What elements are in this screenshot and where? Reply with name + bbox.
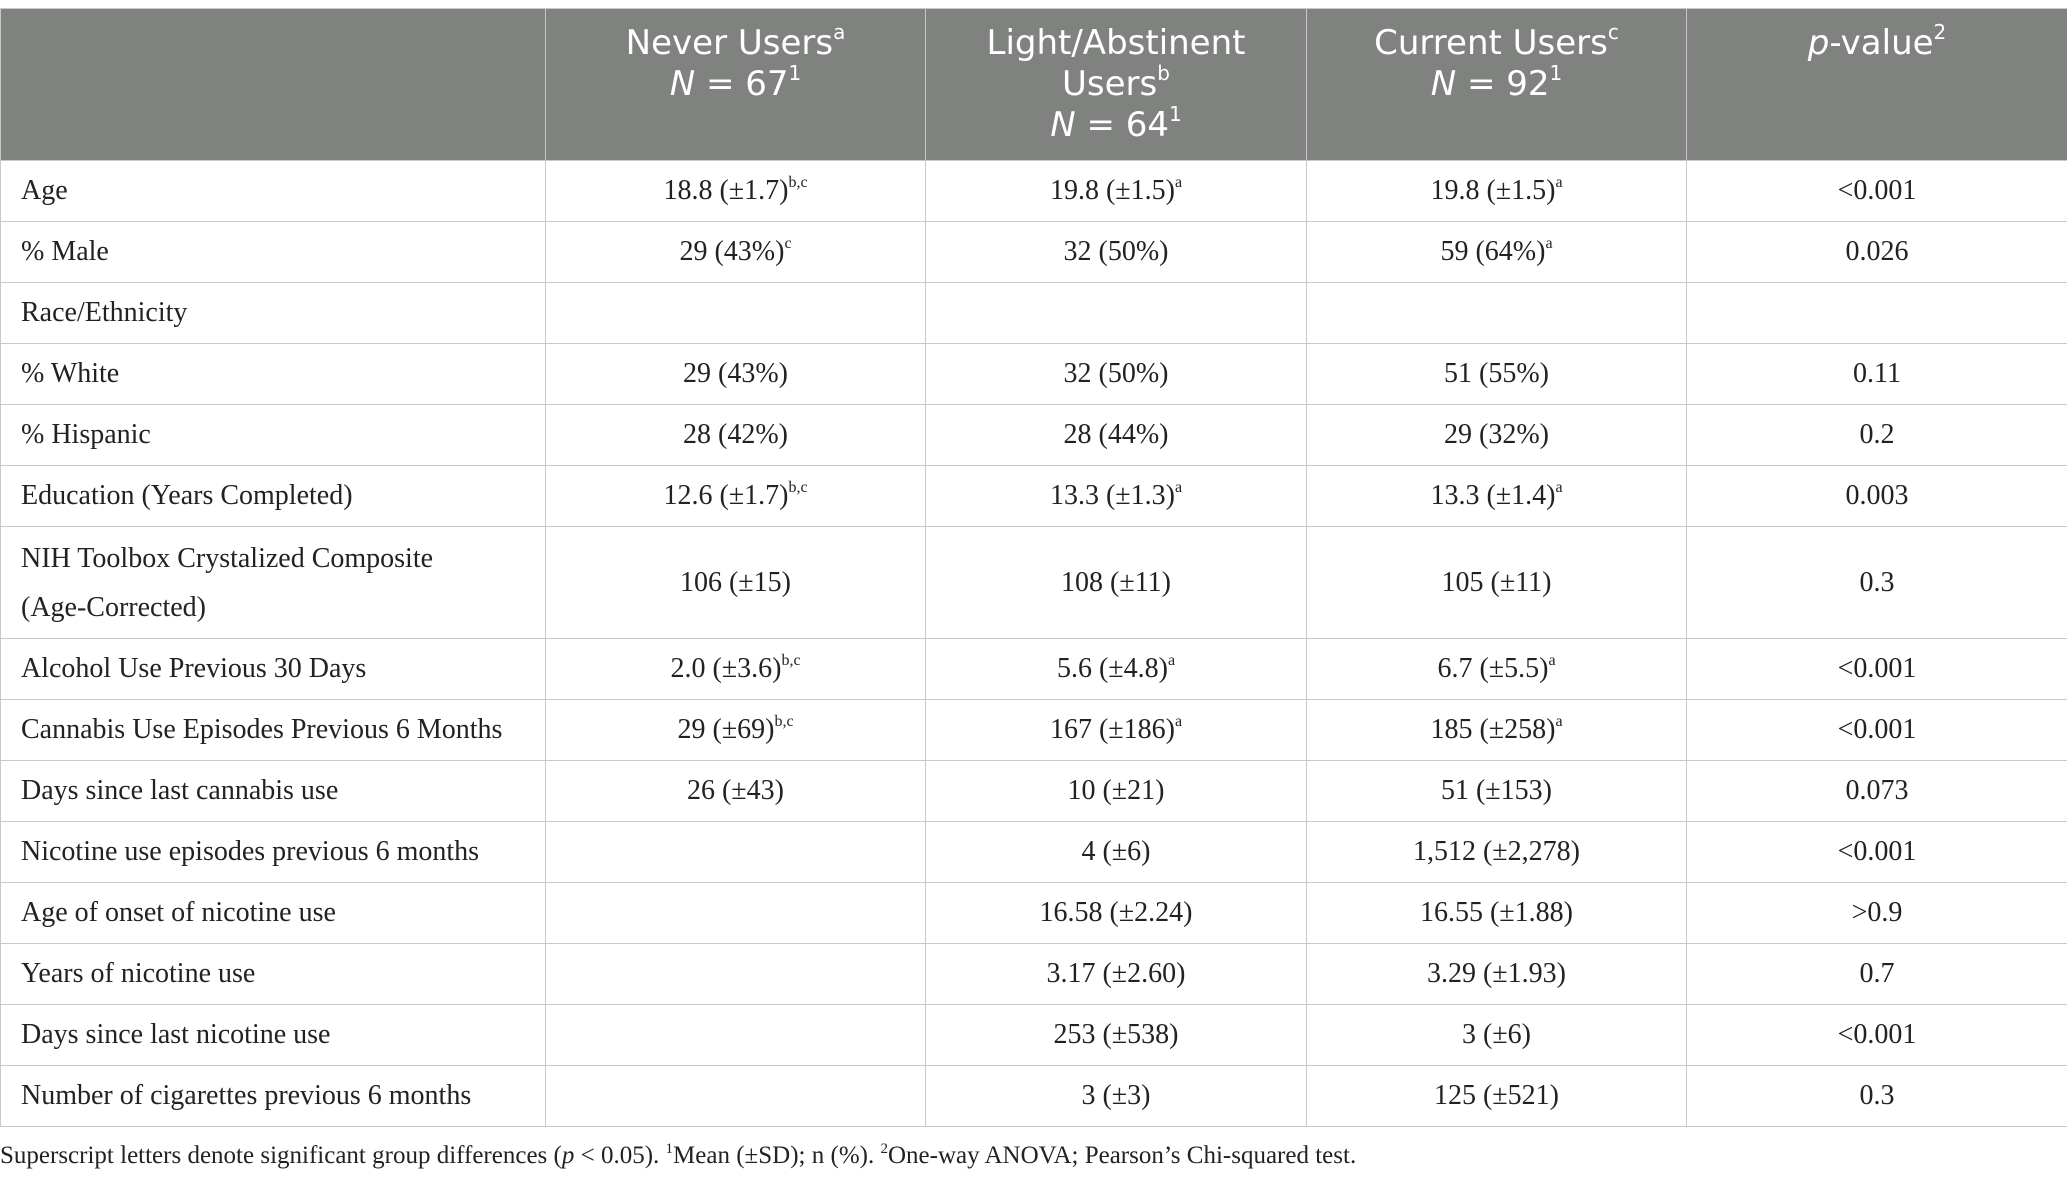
cell-value: 5.6 (±4.8)	[1056, 653, 1168, 684]
row-label: Nicotine use episodes previous 6 months	[1, 822, 546, 883]
current-users-cell	[1307, 822, 1687, 883]
p-value-cell	[1687, 161, 2067, 222]
p-value-cell	[1687, 527, 2067, 639]
light-users-cell	[926, 283, 1307, 344]
p-value-p: p	[1807, 23, 1830, 63]
light-users-cell	[926, 405, 1307, 466]
cell-value: 185 (±258)	[1430, 714, 1556, 745]
cell-value: 29 (±69)	[677, 714, 775, 745]
table-container	[0, 8, 2067, 1127]
current-users-n-value: = 92	[1456, 64, 1550, 104]
cell-value: 12.6 (±1.7)	[663, 480, 789, 511]
cell-value: 59 (64%)	[1440, 236, 1546, 267]
table-body	[1, 161, 2067, 1127]
never-users-label: Never Users	[625, 23, 834, 63]
cell-value: 28 (42%)	[683, 419, 788, 450]
cell-value: 125 (±521)	[1433, 1080, 1559, 1111]
light-users-cell	[926, 344, 1307, 405]
current-users-cell	[1307, 944, 1687, 1005]
cell-sup: a	[1167, 652, 1176, 669]
row-label: % Hispanic	[1, 405, 546, 466]
row-label: Years of nicotine use	[1, 944, 546, 1005]
row-label: % Male	[1, 222, 546, 283]
light-users-cell	[926, 700, 1307, 761]
never-users-cell	[546, 405, 926, 466]
cell-value: 1,512 (±2,278)	[1412, 836, 1580, 867]
never-users-cell	[546, 1066, 926, 1127]
cell-value: 0.7	[1859, 958, 1895, 989]
cell-value: 26 (±43)	[686, 775, 784, 806]
cell-value: 3.29 (±1.93)	[1426, 958, 1566, 989]
never-users-sup: a	[833, 20, 846, 44]
footnote-p: p	[561, 1142, 575, 1169]
cell-value: 253 (±538)	[1053, 1019, 1179, 1050]
cell-sup: b,c	[781, 652, 801, 669]
table-row	[1, 222, 2067, 283]
p-value-sup: 2	[1933, 20, 1947, 44]
header-light-abstinent-users	[926, 9, 1307, 161]
light-users-cell	[926, 466, 1307, 527]
never-users-cell	[546, 161, 926, 222]
row-label: Number of cigarettes previous 6 months	[1, 1066, 546, 1127]
never-users-cell	[546, 944, 926, 1005]
light-users-label-line2: Users	[1062, 64, 1158, 104]
table-row	[1, 1005, 2067, 1066]
cell-sup: a	[1174, 479, 1183, 496]
current-users-cell	[1307, 883, 1687, 944]
cell-value: <0.001	[1837, 714, 1917, 745]
table-row	[1, 761, 2067, 822]
table-row	[1, 944, 2067, 1005]
header-row	[1, 9, 2067, 161]
light-users-cell	[926, 639, 1307, 700]
never-users-cell	[546, 466, 926, 527]
cell-value: 32 (50%)	[1063, 358, 1169, 389]
cell-value: 51 (55%)	[1444, 358, 1549, 389]
current-users-cell	[1307, 1005, 1687, 1066]
never-users-n-sup: 1	[788, 61, 802, 85]
table-row	[1, 700, 2067, 761]
table-row	[1, 344, 2067, 405]
row-label: Age	[1, 161, 546, 222]
cell-value: <0.001	[1837, 1019, 1917, 1050]
never-users-cell	[546, 344, 926, 405]
current-users-cell	[1307, 405, 1687, 466]
cell-value: 0.3	[1859, 566, 1895, 598]
never-users-cell	[546, 283, 926, 344]
cell-sup: a	[1174, 174, 1183, 191]
header-never-users	[546, 9, 926, 161]
light-users-n-label: N	[1050, 105, 1076, 145]
current-users-cell	[1307, 1066, 1687, 1127]
current-users-cell	[1307, 466, 1687, 527]
demographics-table	[0, 8, 2067, 1127]
table-row	[1, 405, 2067, 466]
row-label: Education (Years Completed)	[1, 466, 546, 527]
row-label: Race/Ethnicity	[1, 283, 546, 344]
table-row	[1, 466, 2067, 527]
light-users-cell	[926, 161, 1307, 222]
cell-sup: a	[1174, 713, 1183, 730]
cell-sup: a	[1555, 479, 1563, 496]
table-row	[1, 527, 2067, 639]
current-users-sup: c	[1607, 20, 1619, 44]
header-empty-cell	[1, 9, 546, 161]
row-label-line1: NIH Toolbox Crystalized Composite	[21, 542, 434, 574]
never-users-cell	[546, 700, 926, 761]
cell-value: 29 (43%)	[683, 358, 788, 389]
cell-value: 0.3	[1859, 1080, 1895, 1111]
table-row	[1, 283, 2067, 344]
current-users-cell	[1307, 700, 1687, 761]
p-value-cell	[1687, 466, 2067, 527]
light-users-cell	[926, 944, 1307, 1005]
footnote-text-3: Mean (±SD); n (%).	[673, 1142, 881, 1169]
cell-value: 29 (43%)	[679, 236, 785, 267]
cell-sup: b,c	[774, 713, 794, 730]
p-value-cell	[1687, 639, 2067, 700]
row-label: Days since last nicotine use	[1, 1005, 546, 1066]
p-value-cell	[1687, 1066, 2067, 1127]
table-footnote	[0, 1142, 1356, 1170]
row-label: Days since last cannabis use	[1, 761, 546, 822]
table-header	[1, 9, 2067, 161]
cell-value: 3 (±6)	[1461, 1019, 1531, 1050]
light-users-sup: b	[1157, 61, 1170, 85]
cell-value: 0.003	[1845, 480, 1909, 511]
p-value-cell	[1687, 283, 2067, 344]
current-users-cell	[1307, 283, 1687, 344]
table-row	[1, 883, 2067, 944]
cell-sup: a	[1555, 713, 1563, 730]
p-value-cell	[1687, 700, 2067, 761]
never-users-cell	[546, 761, 926, 822]
current-users-n-label: N	[1430, 64, 1457, 104]
header-p-value	[1687, 9, 2067, 161]
cell-value: 32 (50%)	[1063, 236, 1169, 267]
p-value-cell	[1687, 222, 2067, 283]
cell-value: 51 (±153)	[1440, 775, 1552, 806]
never-users-cell	[546, 1005, 926, 1066]
cell-sup: b,c	[788, 174, 808, 191]
table-row	[1, 161, 2067, 222]
current-users-n-sup: 1	[1549, 61, 1563, 85]
cell-value: 167 (±186)	[1049, 714, 1175, 745]
cell-value: 28 (44%)	[1063, 419, 1169, 450]
p-value-label: -value	[1829, 23, 1934, 63]
cell-sup: a	[1548, 652, 1556, 669]
row-label-line2: (Age-Corrected)	[21, 591, 207, 623]
never-users-n-value: = 67	[695, 64, 789, 104]
never-users-cell	[546, 639, 926, 700]
footnote-sup-2: 2	[880, 1141, 888, 1157]
row-label: % White	[1, 344, 546, 405]
never-users-cell	[546, 883, 926, 944]
cell-value: 0.11	[1853, 358, 1901, 389]
current-users-cell	[1307, 639, 1687, 700]
table-row	[1, 1066, 2067, 1127]
light-users-cell	[926, 761, 1307, 822]
current-users-cell	[1307, 161, 1687, 222]
footnote-text-2: < 0.05).	[574, 1142, 666, 1169]
cell-value: 16.55 (±1.88)	[1419, 897, 1573, 928]
cell-sup: b,c	[788, 479, 808, 496]
row-label	[1, 527, 546, 639]
cell-value: 19.8 (±1.5)	[1430, 175, 1556, 206]
cell-value: 6.7 (±5.5)	[1437, 653, 1549, 684]
cell-value: 0.026	[1845, 236, 1909, 267]
never-users-cell	[546, 822, 926, 883]
cell-value: <0.001	[1837, 653, 1917, 684]
cell-value: <0.001	[1837, 175, 1917, 206]
p-value-cell	[1687, 344, 2067, 405]
cell-value: 19.8 (±1.5)	[1049, 175, 1175, 206]
cell-value: 105 (±11)	[1441, 566, 1552, 598]
cell-value: >0.9	[1851, 897, 1903, 928]
p-value-cell	[1687, 1005, 2067, 1066]
cell-value: 0.2	[1859, 419, 1895, 450]
p-value-cell	[1687, 405, 2067, 466]
row-label: Age of onset of nicotine use	[1, 883, 546, 944]
light-users-cell	[926, 1005, 1307, 1066]
footnote-text-1: Superscript letters denote significant group differences (	[0, 1142, 562, 1169]
cell-value: 16.58 (±2.24)	[1039, 897, 1193, 928]
current-users-cell	[1307, 761, 1687, 822]
cell-value: 3 (±3)	[1081, 1080, 1151, 1111]
light-users-cell	[926, 822, 1307, 883]
cell-value: 10 (±21)	[1067, 775, 1165, 806]
footnote-sup-1: 1	[665, 1141, 674, 1157]
cell-value: <0.001	[1837, 836, 1917, 867]
header-current-users	[1307, 9, 1687, 161]
cell-value: 29 (32%)	[1444, 419, 1549, 450]
cell-value: 13.3 (±1.3)	[1049, 480, 1175, 511]
p-value-cell	[1687, 944, 2067, 1005]
current-users-label: Current Users	[1374, 23, 1608, 63]
never-users-n-label: N	[669, 64, 696, 104]
light-users-cell	[926, 1066, 1307, 1127]
light-users-label-line1: Light/Abstinent	[986, 23, 1246, 63]
p-value-cell	[1687, 883, 2067, 944]
cell-sup: a	[1545, 235, 1553, 252]
cell-value: 3.17 (±2.60)	[1046, 958, 1186, 989]
light-users-cell	[926, 527, 1307, 639]
p-value-cell	[1687, 822, 2067, 883]
light-users-n-sup: 1	[1169, 102, 1182, 126]
cell-value: 0.073	[1845, 775, 1909, 806]
cell-value: 108 (±11)	[1061, 566, 1171, 598]
row-label: Alcohol Use Previous 30 Days	[1, 639, 546, 700]
footnote-text-4: One-way ANOVA; Pearson’s Chi-squared test.	[887, 1142, 1357, 1169]
current-users-cell	[1307, 222, 1687, 283]
cell-value: 4 (±6)	[1081, 836, 1151, 867]
cell-value: 106 (±15)	[679, 566, 791, 598]
p-value-cell	[1687, 761, 2067, 822]
never-users-cell	[546, 222, 926, 283]
cell-sup: c	[784, 235, 792, 252]
row-label: Cannabis Use Episodes Previous 6 Months	[1, 700, 546, 761]
never-users-cell	[546, 527, 926, 639]
table-row	[1, 639, 2067, 700]
light-users-cell	[926, 883, 1307, 944]
table-row	[1, 822, 2067, 883]
light-users-cell	[926, 222, 1307, 283]
cell-value: 13.3 (±1.4)	[1430, 480, 1556, 511]
cell-value: 2.0 (±3.6)	[670, 653, 782, 684]
cell-value: 18.8 (±1.7)	[663, 175, 789, 206]
cell-sup: a	[1555, 174, 1563, 191]
light-users-n-value: = 64	[1075, 105, 1170, 145]
current-users-cell	[1307, 527, 1687, 639]
current-users-cell	[1307, 344, 1687, 405]
